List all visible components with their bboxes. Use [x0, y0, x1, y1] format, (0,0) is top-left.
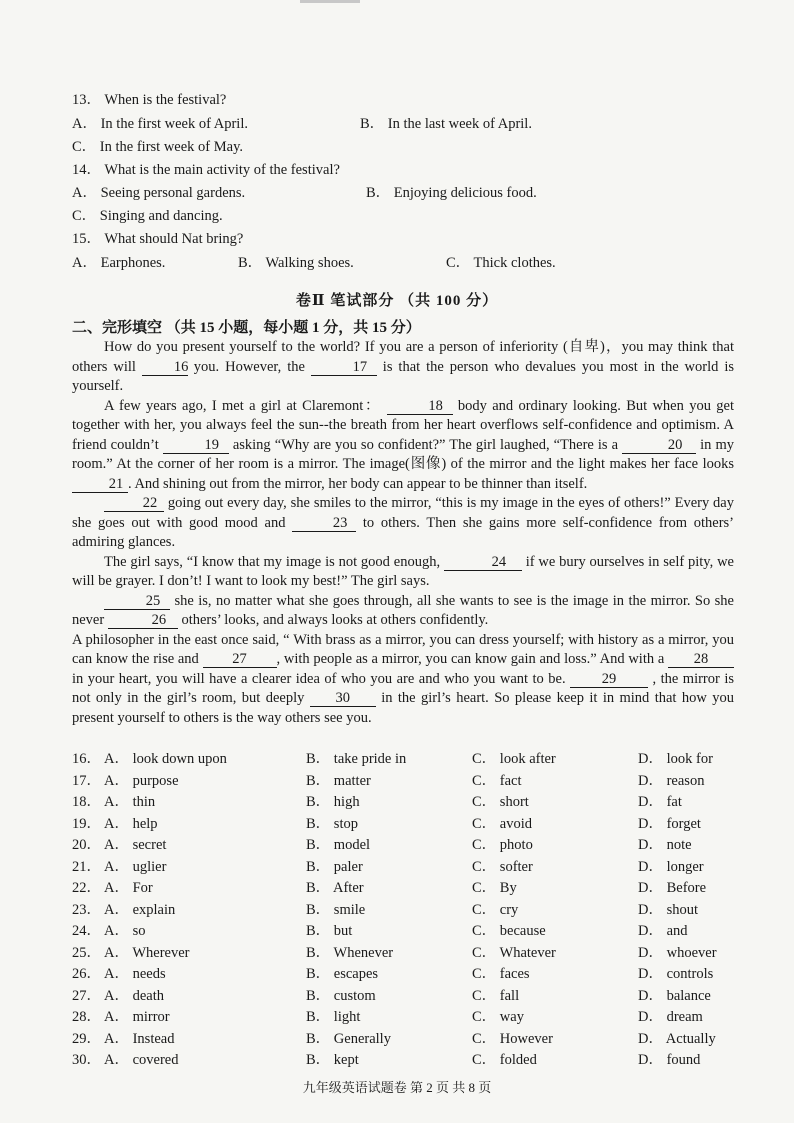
passage-text: is that the person who devalues you most in the world is yourself.	[72, 358, 734, 394]
choice-a: A． covered	[104, 1052, 179, 1068]
paragraph-5	[72, 592, 734, 631]
blank-25: 25	[104, 594, 170, 610]
choice-b: B． paler	[306, 858, 363, 875]
choice-number: 17．	[72, 772, 101, 789]
choice-row	[72, 857, 752, 879]
passage-text: in your heart, you will have a clearer idea of who you are and who you want to be.	[72, 670, 571, 687]
question-15-option-a: A． Earphones.	[72, 255, 166, 271]
passage-text: if we bury ourselves in self pity, we will be grayer. I don’t! I want to look my best!” The girl says.	[72, 553, 734, 589]
choice-row	[72, 921, 752, 943]
question-13-option-b: B． In the last week of April.	[360, 116, 532, 132]
passage-text: body and ordinary looking. But when you get together with her, you always feel the sun--the breath from her heart overflows self-confidence and optimism. A friend couldn’t	[72, 397, 734, 453]
blank-24: 24	[444, 555, 522, 571]
choice-c: C． look after	[472, 751, 556, 767]
question-14-option-c: C． Singing and dancing.	[72, 208, 223, 224]
section-subtitle: 二、完形填空 （共 15 小题，每小题 1 分，共 15 分）	[72, 320, 421, 336]
choice-d: D． forget	[638, 815, 701, 832]
choice-a: A． help	[104, 815, 158, 832]
choice-a: A． thin	[104, 794, 156, 810]
choice-c: C． cry	[472, 901, 519, 918]
choice-number: 26．	[72, 966, 101, 982]
choice-number: 30．	[72, 1052, 101, 1068]
choice-a: A． secret	[104, 837, 167, 853]
choice-a: A． needs	[104, 966, 166, 982]
choice-d: D． dream	[638, 1009, 703, 1025]
choice-b: B． but	[306, 923, 353, 939]
choice-number: 22．	[72, 880, 101, 896]
blank-17: 17	[311, 360, 377, 376]
choice-d: D． Actually	[638, 1030, 716, 1047]
choice-row	[72, 943, 752, 965]
choice-c: C． photo	[472, 837, 533, 853]
choice-d: D． balance	[638, 987, 711, 1004]
choice-b: B． smile	[306, 901, 366, 918]
choice-b: B． model	[306, 837, 371, 853]
paragraph-2	[72, 397, 734, 495]
passage-text: asking “Why are you so confident?” The girl laughed, “There is a	[228, 436, 623, 453]
choice-c: C． faces	[472, 966, 530, 982]
choice-b: B． matter	[306, 772, 371, 789]
choice-d: D． shout	[638, 901, 699, 918]
paragraph-4	[72, 553, 734, 592]
choice-row	[72, 1007, 752, 1029]
choice-row	[72, 964, 752, 986]
blank-23: 23	[292, 516, 356, 532]
choice-d: D． whoever	[638, 944, 717, 961]
choice-b: B． custom	[306, 987, 376, 1004]
choices-table	[72, 749, 752, 1072]
passage-text: , the mirror is not only in the girl’s room, but deeply	[72, 670, 734, 706]
choice-row	[72, 814, 752, 836]
blank-29: 29	[570, 672, 648, 688]
question-14-option-b: B． Enjoying delicious food.	[366, 185, 537, 201]
passage-text: others’ looks, and always looks at others confidently.	[177, 612, 489, 628]
question-15-stem: 15． What should Nat bring?	[72, 231, 244, 247]
choice-b: B． escapes	[306, 966, 379, 982]
choice-a: A． mirror	[104, 1009, 170, 1025]
choice-b: B． kept	[306, 1052, 359, 1068]
choice-b: B． stop	[306, 815, 358, 832]
choice-d: D． controls	[638, 966, 714, 982]
choice-number: 20．	[72, 837, 101, 853]
cloze-passage	[72, 338, 734, 728]
question-13-stem: 13． When is the festival?	[72, 92, 227, 108]
choice-number: 19．	[72, 815, 101, 832]
passage-text: A philosopher in the east once said, “ With brass as a mirror, you can dress yourself; with history as a mirror, you can know the rise and	[72, 631, 734, 667]
question-13-option-a: A． In the first week of April.	[72, 116, 248, 132]
blank-22: 22	[104, 496, 164, 512]
choice-a: A． uglier	[104, 858, 167, 875]
choice-row	[72, 1029, 752, 1051]
choice-row	[72, 749, 752, 771]
passage-text: in the girl’s heart. So please keep it in mind that how you present yourself to others is the way others see you.	[72, 690, 734, 726]
choice-row	[72, 835, 752, 857]
choice-a: A． Instead	[104, 1030, 175, 1047]
passage-text: going out every day, she smiles to the mirror, “this is my image in the eyes of others!” Every day she goes out with good mood and	[72, 495, 734, 531]
choice-b: B． high	[306, 794, 360, 810]
choice-b: B． Generally	[306, 1030, 391, 1047]
choice-number: 28．	[72, 1009, 101, 1025]
passage-text: A few years ago, I met a girl at Claremont：	[104, 397, 387, 414]
choice-number: 21．	[72, 858, 101, 875]
choice-c: C． way	[472, 1009, 524, 1025]
choice-number: 18．	[72, 794, 101, 810]
passage-text: The girl says, “I know that my image is not good enough,	[104, 553, 444, 570]
choice-c: C． fall	[472, 987, 520, 1004]
choice-c: C． However	[472, 1030, 553, 1047]
paragraph-1	[72, 338, 734, 397]
choice-row	[72, 771, 752, 793]
choice-number: 16．	[72, 751, 101, 767]
choice-d: D． and	[638, 923, 688, 939]
choice-a: A． purpose	[104, 772, 179, 789]
choice-c: C． folded	[472, 1052, 537, 1068]
choice-number: 27．	[72, 987, 101, 1004]
choice-row	[72, 792, 752, 814]
choice-d: D． reason	[638, 772, 705, 789]
paragraph-6	[72, 631, 734, 729]
passage-text: to others. Then she gains more self-confidence from others’ admiring glances.	[72, 514, 734, 550]
blank-21: 21	[72, 477, 128, 493]
choice-d: D． look for	[638, 751, 713, 767]
scan-artifact	[300, 0, 360, 3]
choice-b: B． Whenever	[306, 944, 394, 961]
question-15-option-c: C． Thick clothes.	[446, 255, 556, 271]
choice-row	[72, 900, 752, 922]
choice-number: 29．	[72, 1030, 101, 1047]
blank-18: 18	[387, 399, 453, 415]
choice-d: D． longer	[638, 858, 704, 875]
choice-d: D． note	[638, 837, 692, 853]
paragraph-3	[72, 494, 734, 553]
blank-26: 26	[108, 613, 178, 629]
choice-a: A． so	[104, 923, 146, 939]
passage-text: , with people as a mirror, you can know gain and loss.” And with a	[276, 651, 668, 667]
blank-30: 30	[310, 691, 376, 707]
choice-c: C． Whatever	[472, 944, 556, 961]
choice-c: C． fact	[472, 772, 522, 789]
choice-a: A． death	[104, 987, 164, 1004]
passage-text: in my room.” At the corner of her room is a mirror. The image(图像) of the mirror and the light makes her face looks	[72, 436, 735, 472]
question-15-option-b: B． Walking shoes.	[238, 255, 354, 271]
choice-row	[72, 1050, 752, 1072]
choice-a: A． look down upon	[104, 751, 227, 767]
passage-text: . And shining out from the mirror, her body can appear to be thinner than itself.	[128, 475, 588, 492]
passage-text: How do you present yourself to the world? If you are a person of inferiority (自卑)，you may think that others will	[72, 339, 734, 375]
choice-b: B． light	[306, 1009, 361, 1025]
blank-28: 28	[668, 652, 734, 668]
choice-b: B． take pride in	[306, 751, 407, 767]
passage-text: she is, no matter what she goes through, all she wants to see is the image in the mirror. So she never	[72, 592, 734, 628]
choice-c: C． avoid	[472, 815, 533, 832]
choice-c: C． because	[472, 923, 546, 939]
blank-20: 20	[622, 438, 696, 454]
choice-c: C． short	[472, 794, 529, 810]
blank-19: 19	[163, 438, 229, 454]
choice-row	[72, 986, 752, 1008]
choice-d: D． fat	[638, 794, 682, 810]
choice-number: 24．	[72, 923, 101, 939]
choice-b: B． After	[306, 880, 364, 896]
choice-number: 23．	[72, 901, 101, 918]
choice-number: 25．	[72, 944, 101, 961]
blank-16: 16	[142, 360, 188, 376]
question-13-option-c: C． In the first week of May.	[72, 139, 244, 155]
blank-27: 27	[203, 652, 277, 668]
choice-c: C． softer	[472, 858, 533, 875]
section-title: 卷Ⅱ 笔试部分 （共 100 分）	[295, 293, 499, 309]
choice-a: A． For	[104, 880, 153, 896]
page-footer: 九年级英语试题卷 第 2 页 共 8 页	[302, 1080, 492, 1095]
question-14-stem: 14． What is the main activity of the festival?	[72, 162, 340, 178]
choice-c: C． By	[472, 880, 517, 896]
choice-row	[72, 878, 752, 900]
choice-a: A． Wherever	[104, 944, 190, 961]
choice-a: A． explain	[104, 901, 176, 918]
passage-text: you. However, the	[187, 358, 311, 375]
question-14-option-a: A． Seeing personal gardens.	[72, 185, 246, 201]
choice-d: D． Before	[638, 880, 707, 896]
choice-d: D． found	[638, 1052, 701, 1068]
